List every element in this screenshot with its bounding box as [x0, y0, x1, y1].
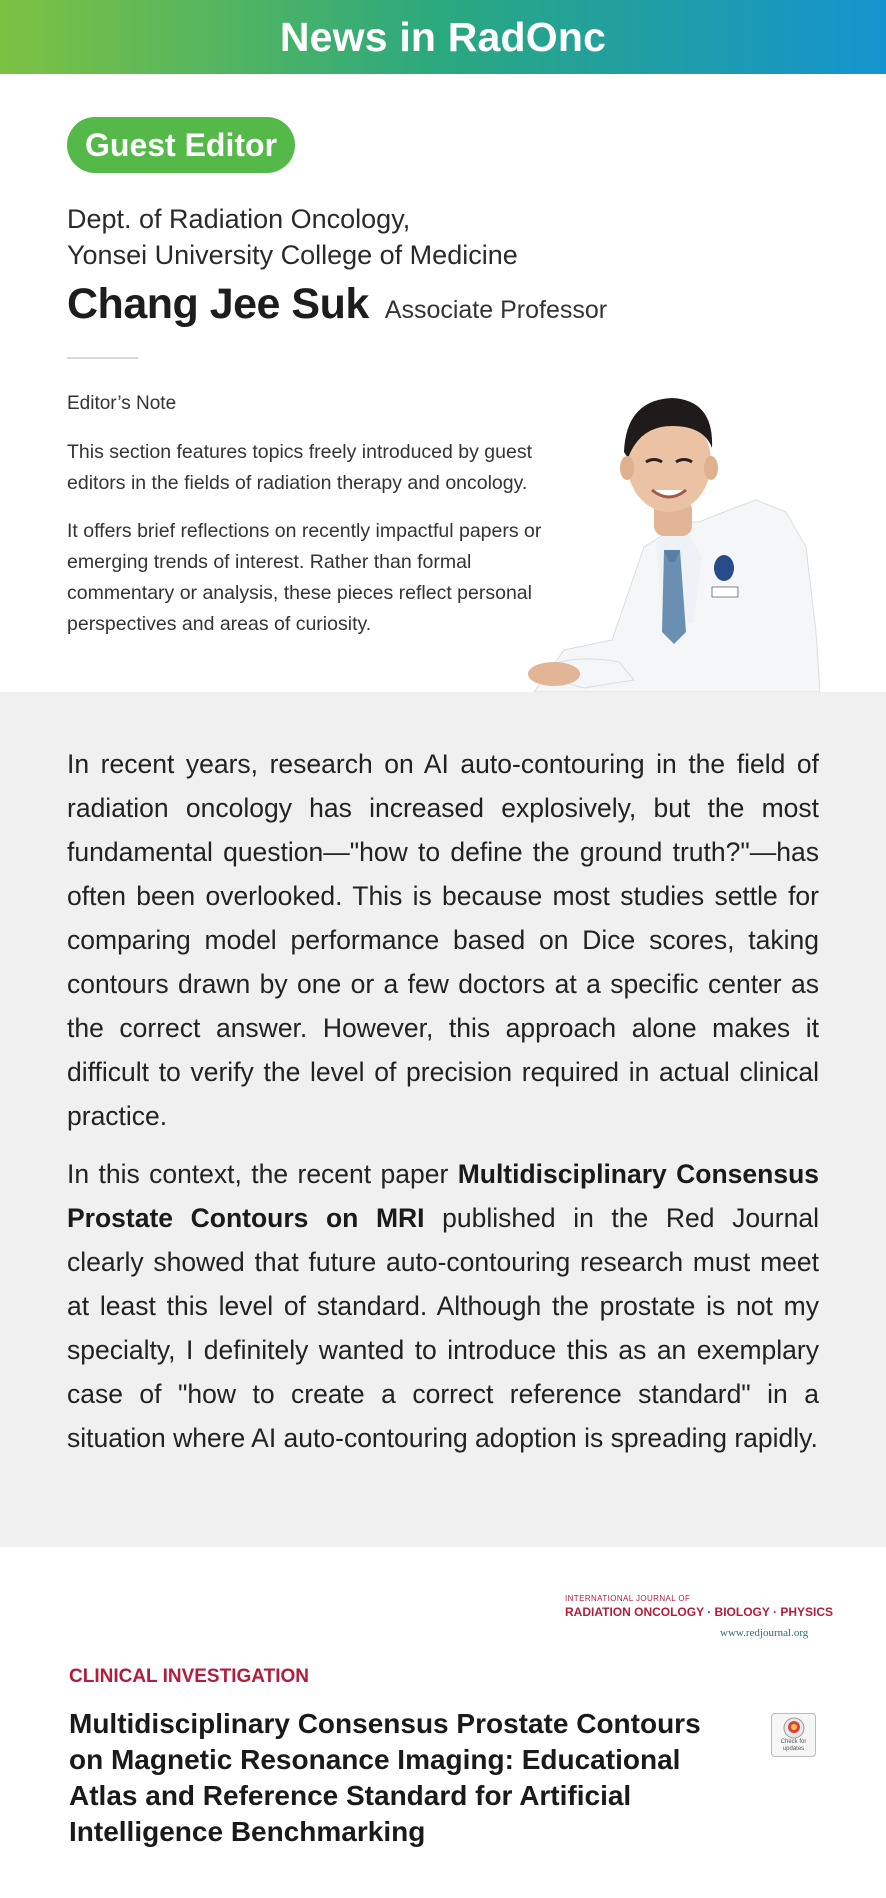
check-updates-icon: [783, 1717, 805, 1739]
paper-header: [0, 1547, 886, 1898]
banner-title: News in RadOnc: [279, 13, 607, 60]
para2-paper-title: Multidisciplinary Consensus Prostate Contours on MRI: [67, 1159, 819, 1233]
editors-note-paragraph-1: This section features topics freely introduced by guest editors in the fields of radiation therapy and oncology.: [67, 441, 532, 494]
dept-line-1: Dept. of Radiation Oncology,: [67, 204, 411, 234]
dept-line-2: Yonsei University College of Medicine: [67, 240, 518, 270]
editor-role: Associate Professor: [384, 296, 608, 324]
article-paragraph-2: [67, 1152, 819, 1460]
check-updates-label: Check for updates: [780, 1739, 807, 1752]
journal-name: RADIATION ONCOLOGY · BIOLOGY · PHYSICS: [565, 1605, 834, 1619]
para2-rest: published in the Red Journal clearly showed that future auto-contouring research must meet at least this level of standard. Although the prostate is not my specialty, I definitely wanted to introduce this as an exemplary case of "how to create a correct reference standard" in a situation where AI auto-contouring adoption is spreading rapidly.: [67, 1203, 819, 1453]
paper-title: Multidisciplinary Consensus Prostate Contours on Magnetic Resonance Imaging: Educational Atlas and Reference Standard for Artificial Intelligence Benchmarking: [69, 1708, 701, 1847]
editors-note-label: Editor’s Note: [67, 393, 177, 414]
editors-note-paragraph-2: It offers brief reflections on recently impactful papers or emerging trends of interest. Rather than formal commentary or analysis, these pieces reflect personal perspectives and areas of curiosity.: [67, 520, 542, 635]
article-body: [0, 692, 886, 1547]
journal-small-title: INTERNATIONAL JOURNAL OF: [565, 1594, 691, 1603]
guest-editor-section: [0, 74, 886, 692]
article-paragraph-1: In recent years, research on AI auto-contouring in the field of radiation oncology has increased explosively, but the most fundamental question—"how to define the ground truth?"—has often been overlooked. This is because most studies settle for comparing model performance based on Dice scores, taking contours drawn by one or a few doctors at a specific center as the correct answer. However, this approach alone makes it difficult to verify the level of precision required in actual clinical practice.: [67, 749, 819, 1131]
editor-name-row: [67, 280, 607, 329]
guest-editor-badge: [67, 117, 295, 173]
editor-department: [67, 201, 518, 273]
divider: [67, 357, 138, 359]
para2-lead: In this context, the recent paper: [67, 1159, 458, 1189]
editor-portrait: [524, 382, 820, 692]
header-banner: [0, 0, 886, 74]
section-label: CLINICAL INVESTIGATION: [69, 1666, 309, 1687]
guest-editor-badge-label: Guest Editor: [85, 126, 278, 163]
editor-name: Chang Jee Suk: [67, 280, 369, 328]
check-for-updates-badge[interactable]: [771, 1713, 816, 1757]
journal-url: www.redjournal.org: [720, 1627, 809, 1639]
